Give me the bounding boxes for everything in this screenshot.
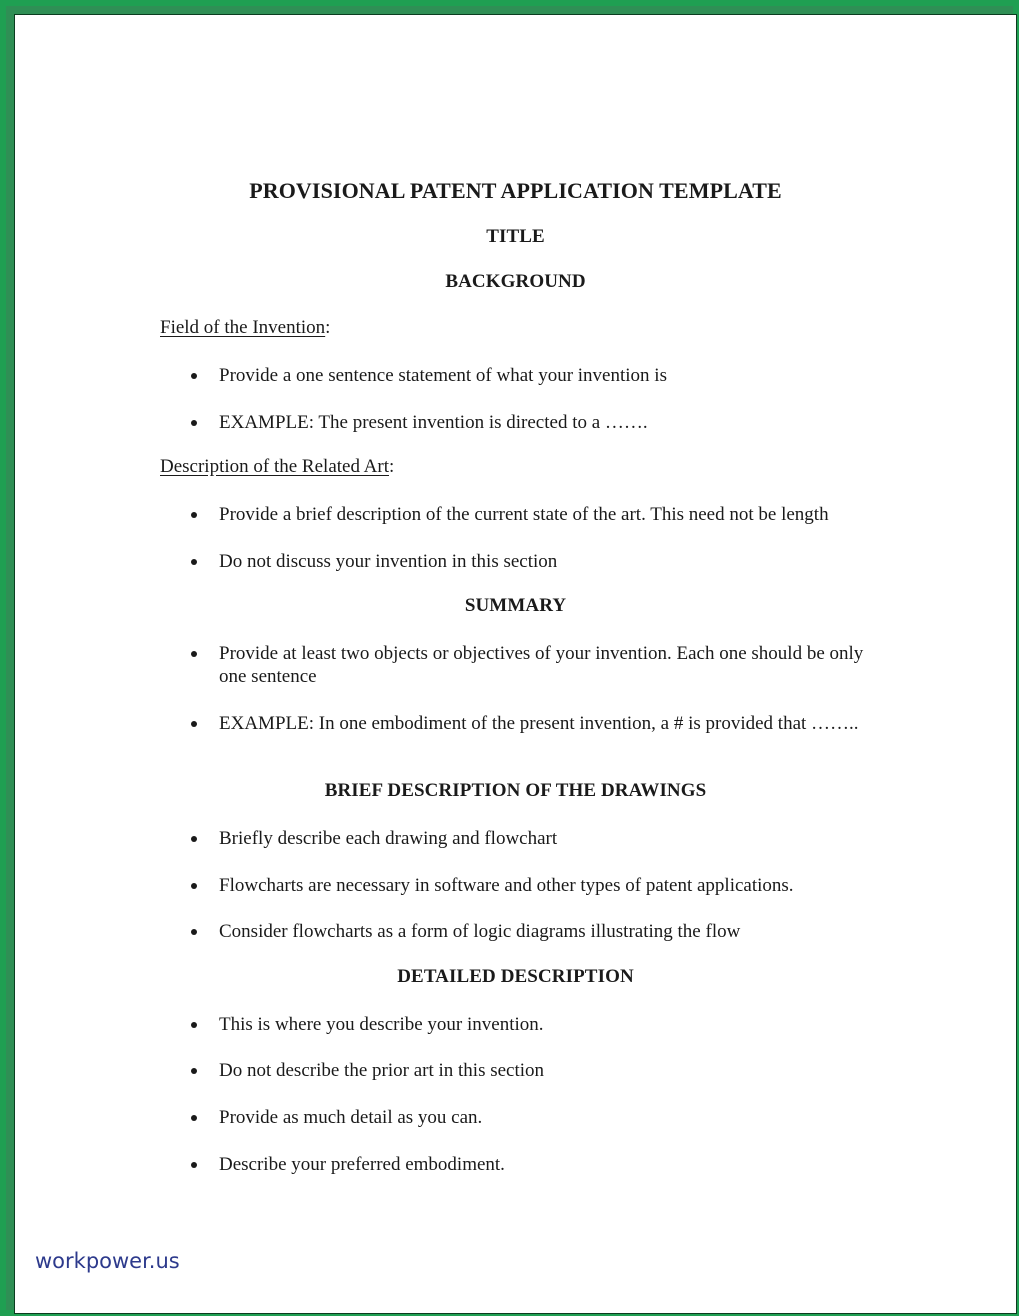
- document-page: [15, 15, 1016, 1313]
- list-item-text: Provide as much detail as you can.: [219, 1107, 483, 1128]
- drawings-heading: BRIEF DESCRIPTION OF THE DRAWINGS: [324, 780, 707, 801]
- field-of-invention-label: [160, 317, 330, 339]
- bullet-icon: [191, 512, 197, 518]
- list-item-text: Flowcharts are necessary in software and other types of patent applications.: [219, 875, 794, 896]
- bullet-icon: [191, 1115, 197, 1121]
- list-item-text: EXAMPLE: In one embodiment of the present invention, a # is provided that ……..: [219, 713, 859, 734]
- list-item-text: Consider flowcharts as a form of logic diagrams illustrating the flow: [219, 921, 741, 942]
- watermark: workpower.us: [35, 1249, 180, 1273]
- related-label-colon: :: [389, 456, 395, 477]
- list-item-text: Provide at least two objects or objectives of your invention. Each one should be only one sentence: [219, 643, 864, 687]
- background-heading: BACKGROUND: [445, 271, 586, 292]
- list-item-text: Do not discuss your invention in this section: [219, 551, 558, 572]
- related-art-label: [160, 456, 394, 478]
- bullet-icon: [191, 651, 197, 657]
- bullet-icon: [191, 373, 197, 379]
- field-label-colon: :: [325, 317, 331, 338]
- bullet-icon: [191, 1022, 197, 1028]
- bullet-icon: [191, 559, 197, 565]
- detailed-description-heading: DETAILED DESCRIPTION: [397, 966, 634, 987]
- list-item-text: Describe your preferred embodiment.: [219, 1154, 505, 1175]
- bullet-icon: [191, 721, 197, 727]
- bullet-icon: [191, 1068, 197, 1074]
- list-item-text: This is where you describe your invention.: [219, 1014, 544, 1035]
- related-label-text: Description of the Related Art: [160, 456, 389, 477]
- list-item-text: Briefly describe each drawing and flowchart: [219, 828, 558, 849]
- list-item-text: Do not describe the prior art in this section: [219, 1060, 545, 1081]
- title-heading: TITLE: [486, 226, 545, 247]
- bullet-icon: [191, 420, 197, 426]
- summary-heading: SUMMARY: [464, 595, 567, 616]
- bullet-icon: [191, 1162, 197, 1168]
- list-item-text: Provide a brief description of the current state of the art. This need not be length: [219, 504, 829, 525]
- list-item-text: EXAMPLE: The present invention is directed to a …….: [219, 412, 648, 433]
- field-label-text: Field of the Invention: [160, 317, 326, 338]
- bullet-icon: [191, 929, 197, 935]
- document-title: PROVISIONAL PATENT APPLICATION TEMPLATE: [249, 178, 782, 203]
- bullet-icon: [191, 836, 197, 842]
- bullet-icon: [191, 883, 197, 889]
- list-item-text: Provide a one sentence statement of what your invention is: [219, 365, 667, 386]
